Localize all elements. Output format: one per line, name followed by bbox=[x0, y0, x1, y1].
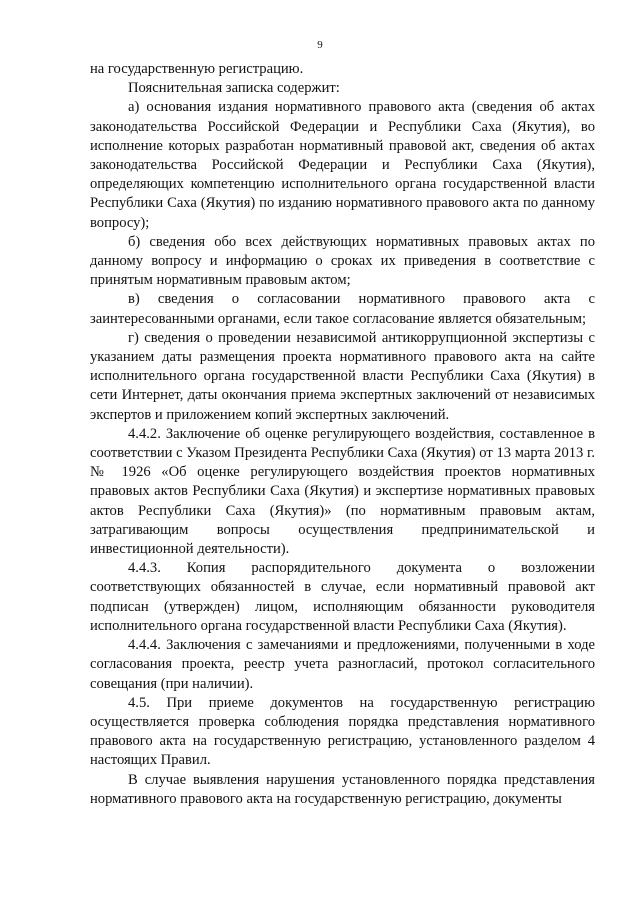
paragraph-4-4-2: 4.4.2. Заключение об оценке регулирующего воздействия, составленное в соответствии с Указом Президента Республики Саха (Якутия) от 13 марта 2013 г. № 1926 «Об оценке регулирующего воздействия проектов нормативных правовых актов Республики Саха (Якутия) и экспертизе нормативных правовых актов Республики Саха (Якутия)» (по нормативным правовым актам, затрагивающим вопросы осуществления предпринимательской и инвестиционной деятельности). bbox=[90, 425, 595, 558]
document-body bbox=[90, 60, 595, 809]
paragraph-4-4-3: 4.4.3. Копия распорядительного документа о возложении соответствующих обязанностей в случае, если нормативный правовой акт подписан (утвержден) лицом, исполняющим обязанности руководителя исполнительного органа государственной власти Республики Саха (Якутия). bbox=[90, 560, 595, 634]
paragraph-violation-case: В случае выявления нарушения установленного порядка представления нормативного правового акта на государственную регистрацию, документы bbox=[90, 771, 595, 807]
paragraph-4-4-4: 4.4.4. Заключения с замечаниями и предложениями, полученными в ходе согласования проекта, реестр учета разногласий, протокол согласительного совещания (при наличии). bbox=[90, 637, 595, 692]
paragraph-item-b: б) сведения обо всех действующих нормативных правовых актах по данному вопросу и информацию о сроках их приведения в соответствие с принятым нормативным правовым актом; bbox=[90, 233, 595, 289]
paragraph-item-g: г) сведения о проведении независимой антикоррупционной экспертизы с указанием даты размещения проекта нормативного правового акта на сайте исполнительного органа государственной власти Республики Саха (Якутия) в сети Интернет, даты окончания приема экспертных заключений от независимых экспертов и приложением копий экспертных заключений. bbox=[90, 329, 595, 423]
paragraph-note-contents: Пояснительная записка содержит: bbox=[128, 80, 340, 97]
paragraph-item-a: а) основания издания нормативного правового акта (сведения об актах законодательства Российской Федерации и Республики Саха (Якутия), во исполнение которых разработан нормативный правовой акт, сведения об актах законодательства Российской Федерации и Республики Саха (Якутия), определяющих компетенцию исполнительного органа государственной власти Республики Саха (Якутия) по изданию нормативного правового акта по данному вопросу); bbox=[90, 99, 595, 231]
paragraph-item-v: в) сведения о согласовании нормативного правового акта с заинтересованными органами, если такое согласование является обязательным; bbox=[90, 291, 595, 327]
paragraph-continuation: на государственную регистрацию. bbox=[90, 61, 304, 77]
page-number: 9 bbox=[317, 39, 323, 51]
paragraph-4-5: 4.5. При приеме документов на государственную регистрацию осуществляется проверка соблюдения порядка представления нормативного правового акта на государственную регистрацию, установленного разделом 4 настоящих Правил. bbox=[90, 694, 595, 769]
